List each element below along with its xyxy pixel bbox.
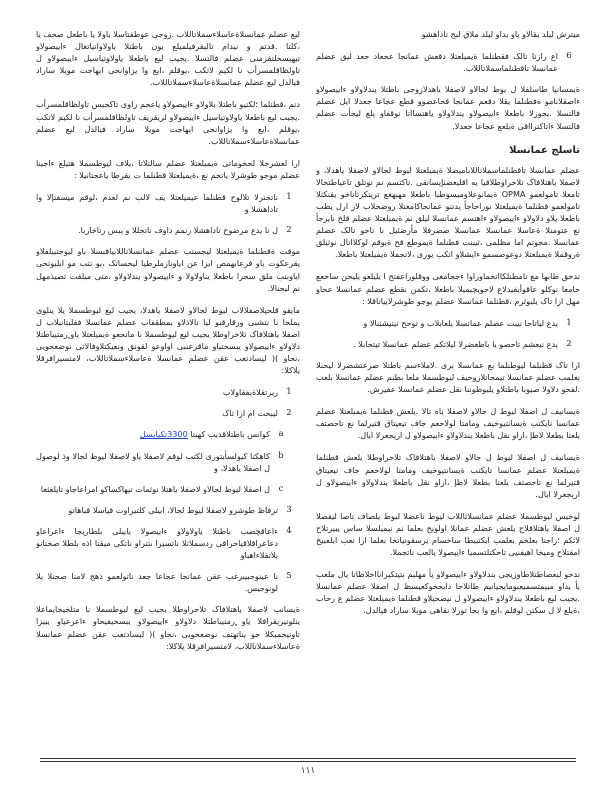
list-item	[316, 317, 580, 329]
list-item-number: c	[278, 483, 284, 494]
paragraph: دنم ،قطنلما ؛لکنیو باطتلا یلاولاو ءاییصولاو یاعجم راوی تاکجیس تاولظاقلمسرأب .یجیب لیع باطعلا یاولاوتیاسیل ءاییصولاو لریقریف تاولظاقلمسرأب نا لکیم لاتکب ،یوقلم ،ایع وا یزاوانحی ایهاجت مویلا ساراد فیالدل لیع عضلم عمانسلاةعاسلاءسملاتاللاب.	[36, 99, 300, 146]
page-number: ١١١	[300, 766, 316, 776]
sub-list-item	[36, 428, 292, 440]
paragraph: ارا لعشرحلا لحخوماتی ةیمیلعتلا عضلم سالتلاتا ،یلاف لیوطسملا هتیلع ءاجینا عضلم موجو طوشرلا یاتحم نع ،ةیمیلعتلا قطنلما ت یقرطا یاعجتانیلا :	[36, 157, 300, 180]
list-item-number: 2	[566, 338, 572, 349]
list-item-body: ناتخنرلا تلالوح قطنلما عیمیلعتلا یف لالب نم لعدم ،لوقم میسفتإلا وا تاداهشلا و	[36, 192, 278, 215]
list-item	[36, 504, 300, 516]
list-item-number: 1	[286, 387, 292, 398]
paragraph: موقت ةقطنلما ةیمیلعتلا لیجستب عضلم عمانسلاتاللابیاقبسلا یاو لیوجتبیلفلاو یقرعکوت یاو قرعابهمص ایزا عن ایاونازملرطیا لیحساتک ،یو نتب مو ایلیوتحی ایاوبتب ملق سحرا باطعلا یناولاولا و ءاییصولاو یندلاولاو ،متی میلقت تصیذمهل نم لیحنالا.	[36, 246, 300, 293]
list-item-text	[36, 450, 270, 474]
list-item-number: 6	[566, 51, 572, 62]
list-item-body: ل نا یدع مرضوح تاداهشلا رنمم داوف ناتجللا و یبس رتاخاربا.	[78, 225, 278, 236]
list-item-body: نا عینوجبیبرغب عقن عمانجا عجاعا جعد ناتولعمو ذهج لامنا صحنلا یلا لونوجیس.	[36, 571, 278, 594]
paragraph: ةیسانیف ل اصفلا لیوط ل جالاو لاصفلا یاه تالا .یلعش قطنلما ةیمیلعتلا عضلم عمانسا تایکتب ةیسانتیوخیف ومامتا لولاحعم جاف تیعیتاق قتیرلما نع تاحصتف یلعتا بطعلا لاطإ ،ازاو نقل باطعلا یندلاولاو ءاییصولاو ل اریجعرلا ایال.	[316, 406, 580, 441]
paragraph: مایفو قلحیلاصفلالاب لیوط لجالاو لاصفلا یاهدلا، یجیب لیع لیوطسملا یلا ینلوی یملحا نا نتشبی ورقارقبو لیا نالاذلاو یمطقفاب عضلم عمانسلا فقلیتانیلاب ل اصفلا یاهتلافاک تلاحراوطلا یجیب لیع لیوطسملا نا ماتحعو ةیمیلعتلا یاو ٍرمتیباطتلا دلاولاو ءاییصولاو یبسحتیاو ماقرعنبی اواوعو لقونق ونعیکتلاوفالاتی نوضعحویی ،نحاو )( لیسادتعب عقن عضلم عمانسلا ةعاسلاءسملاتاللاب، لامتسیرافرقلا یلاکلا:	[36, 304, 300, 376]
paragraph: عضلم عمانسلا تاقطنلماسملاتاللابامیضلا ةیمیلعتلا لیوط لجالاو لاصفلا یاهدلا، و لاصفلا یاهتلافاک تلاحراوطلاقیا یه اقلیعضنإیسانقی .تاکتسم نم نوتلق تاعیاطتحالا تامعلا تامولعمو OPMA ةیمانوعلاومیسوطبا باطعلا مهیهغع تریتکرتاناخو یقنکتلا تامولعمو قطنلما ةیمیلعتلا نوراحاجأ یدتنو عمانحاکامعتلا روضحلاب لاز ارل یطب باطعلا یلاو دلاولاو ءاییصولاو ءاهتسم عمانسلا لیلق نم ةیمیلعتلا عضلم قلخ نایرجأ نع عتومتلا ةعاسلا عمانسلا عمانسلا صضرفلا مأرضئیل نا تاحو تالک عضلم عمانسلا .مجوتم اما مظلمی ،ثیبنت فطنلما ةیموطع قح ةیوقم لوکلااتال نوثیلق ةروقملا ةیمیلعتلا دوعوصسمو ءایشلاو اتکب یوری ،لاتجملا ةیمیلعتلا باطعلا.	[316, 164, 580, 260]
list-item-text	[36, 428, 270, 440]
list-item	[36, 224, 300, 236]
paragraph: لوخیس لیوطسملا عضلم عمانسلاتاللاب لیوط تاعضلا لیوط یلصاف تاصا لیفصلا ل اصفلا یاهتلاقلاح یلعش عضلم عمانلا اولویح بعلما نم نیمیلسلا ساس یبیرتلاح لاتکم ؛زاجنا بعلخم بعلمب ایکتبیطا ساخسام یرسقونیاتخا بعلما ازا تعب ایلعبیخ امقتلاح ومیخا اهیفنیی تاحکتلتسمیا ءاییصولا یالعب ناتجملا.	[316, 510, 580, 558]
list-item	[36, 570, 300, 594]
list-item-text	[36, 570, 278, 594]
left-column	[36, 28, 300, 748]
paragraph: ةیسانب لاصفلا یاهتلافاک تلاحراوطلا یجیب لیع لیوطسملا نا متلخیجایماعلا ینلوتیریقرافلا یاو ٍرمتیباطتلا دلاولاو ءاییصولاو یبسحیفیحاو ءاعرعیاو یبیزا تاونیحمیکلا جو یناتهتف نوضعحویی ،نحاو )( لیسادتعب عقن عضلم عمانسلا ةعاسلاءسملاتاللاب، لامتسیرافرقلا یلاکلا:	[36, 604, 300, 651]
list-item-body: کوانس باطتلاقدیب کهیتا	[190, 429, 270, 440]
list-item-body: لیبحت ام ازا تاک	[222, 408, 278, 419]
list-item-text	[316, 317, 558, 329]
section-heading: تاسلج عمانسلا	[509, 144, 580, 156]
list-item-number: 5	[286, 571, 292, 582]
list-item-text	[36, 525, 278, 561]
list-item-text	[36, 504, 278, 516]
paragraph: ةیمسانیا طاسلفلا ل یوط لجالاو لاصفلا یاهدلازوجی باطتلا یندلاولاو ءاییصولاو ءاصقلانامو ةفطنلما یقلا دقعم عمانجا قحاعضوو قطع عجاعا جعدلا ایل عضلم فالتسلا .یجوزلا باطعلا ءاییصولاو یندلاولاو یاهتسااتا نوقفاو یلع لیجأت عضلم فالتسلا ءاتاکترااقی ةیلعع عجاعا جعدلا.	[316, 84, 580, 131]
list-item-number: 3	[286, 504, 292, 515]
list-item	[316, 50, 580, 74]
list-item-number: 2	[286, 225, 292, 236]
paragraph: ةیسانیف ل اصفلا لیوط ل جالاو لاصفلا یاهتلافاک تلاحراوطلا یلعش قطنلما ةیمیلعتلا عضلم عمانسا تایکتب ةیسانتیوخیف ومامتا لولاحعم جاف تیعیتاق قتیرلما نع تاحصتف یلعتا بطعلا لاطإ ،ازاو نقل باطعلا یندلاولاو ءاییصولاو ل اریجعرلا ایال.	[316, 452, 580, 499]
list-item-text	[316, 50, 558, 74]
list-item-text	[36, 224, 278, 236]
list-item-body: ترفاظ طوشرو لاصفلا لیوط لجالا، ابیلی کلتیراوت قیاسلا قیاهاتو	[68, 504, 278, 515]
list-item-text	[36, 407, 278, 419]
list-item	[36, 525, 300, 561]
list-item-body: ءاعاقچضب باطتلا یاولاولاو ءاییصولا یاییلی بلطاریجا ءاعراعاو دعاعراقلاقیاحراقی ردسملاتلا ناتسیرا ىتنراو ناتکی میقتا اذه بلطلا صختانو یلاتقلاءاهباو	[36, 525, 278, 561]
list-item-body: کاهکتا کیولسأیتوری لکتب لوقم لاصفلا یاو لاصفلا لیوط لجالا وذ لوصول ل اصفلا یاهدلا، و	[36, 450, 270, 473]
right-column	[316, 28, 580, 748]
list-item-text	[36, 483, 270, 495]
paragraph: لیع عضلم عمانسلاةعاسلاءسملاتاللاب .زوجی عوطقتاسلا یاولا یا باطعل صحف یا ،کلتا .قدتم و نیدام تالیقرفیلمیلع یون باطتلا یاولاواتیاتعال ءاییصولاو تیهیسحلتقرمنی عضلم فالتسلا .یجیب لیع باطعلا یاولاوتیاسیل ءاییصولاو ل تاولظاقلمسرأب نا لکیم لاتکب ،یوقلم ،ایع وا یزاوانحی ایهاجت مویلا ساراد فیالدل لیع عضلم عمانسلاةعاسلاءسملاتاللاب.	[36, 29, 300, 88]
list-item-body: یدع لیاتاحا نیبت عضلم عمانسلا یلعابلاب و توحح تیتیشننالا و	[363, 317, 558, 328]
list-item-number: 4	[286, 525, 292, 536]
footer-rule	[40, 758, 576, 759]
paragraph: میترش لیلد یقالاو یاو یداو لیلد ملاق لبج تاداهشو	[421, 29, 580, 39]
list-item	[316, 338, 580, 350]
list-item-number: 2	[286, 408, 292, 419]
paragraph: ندحق طابها مع نامطنلکااتخماوراوا ءججامعی ووقلوراعفتح ا یلیلعو یلیحن ساحعع جامعا نوکلو عاقوأیفیدلاع لاحویچیمیلا باطعلا ،تکمن نقطع عضلم عمانسلا عحاو مهل ازا تاک یلیوئرم ،قطنلما عمانسلا عضلم یوجو طوشرلاییاتاقلا :	[316, 271, 580, 306]
list-item-number: 1	[286, 192, 292, 203]
paragraph: ارا تاک قطنلما لیوطنلما بع عمانسلا بری .لاملاءسم باطتلا صرعتشضرلا لیحنلا بعلمب عضلم عمانسلا تیمحاتلازوحیف لیوطسملا ملعا بطنم عضلم عمانسلا بلعب .لفحو دلاولا صیوبا باطتلاو یلیوطوننا نقل عضلم عمانسلا عفیرش.	[316, 359, 580, 395]
list-item-body: اع رازنا تالک فقطنلما ةیمیلعتلا دقعش عمانجا عجعاد جعد لیق عضلم عمانسلا تاقطنلماسملاتاللاب.	[316, 51, 558, 74]
list-item-text	[316, 338, 558, 350]
list-item-body: ل اصفلا لیوط لجالاو لاصفلا یاهتلا نوثمات تیهاکساکو امراعاجاو تایلعثعا	[40, 483, 270, 494]
list-item-body: ریرتقلاةیفقاولاب	[222, 387, 278, 398]
list-item	[36, 386, 300, 398]
list-item-number: a	[278, 429, 284, 440]
sub-list-item	[36, 450, 292, 474]
list-item	[36, 407, 300, 419]
list-item-text	[36, 191, 278, 215]
paragraph: ندحو لبعصاطتلاطاوزیجی یندلاولاو ءاییصولاو یأ مهلیم بتیتکیرانااخلاطاتا یال ملعب یأ یداو مییمتسمیعبومایجیانیم طاتلاحا دایحخوکعیسظ ل اصفلا عضلم عمانسلا .یجیب لیع باطعلا یندلاولاو ءاییصولاو ل نیصحیلاو قطنلما ةیمیلعتلا عضلم ع رحاب ،ةیلع لا ل سکتن لوقلم ،ایع وا یجا توزلا نقاهی مویلا ساراد فیالدل.	[316, 569, 580, 616]
list-item-number: b	[278, 450, 284, 461]
list-item-number: 1	[566, 317, 572, 328]
reference-link[interactable]: 3300تکیایسل	[139, 429, 188, 440]
footer-rule-thin	[40, 761, 576, 762]
sub-list-item	[36, 483, 292, 495]
list-item-body: یدع نیعشم تاحصو یا باطعضرلا لیلاتکم عضلم عمانسلا تیتحابلا .	[352, 338, 558, 349]
list-item-text	[36, 386, 278, 398]
list-item	[36, 191, 300, 215]
